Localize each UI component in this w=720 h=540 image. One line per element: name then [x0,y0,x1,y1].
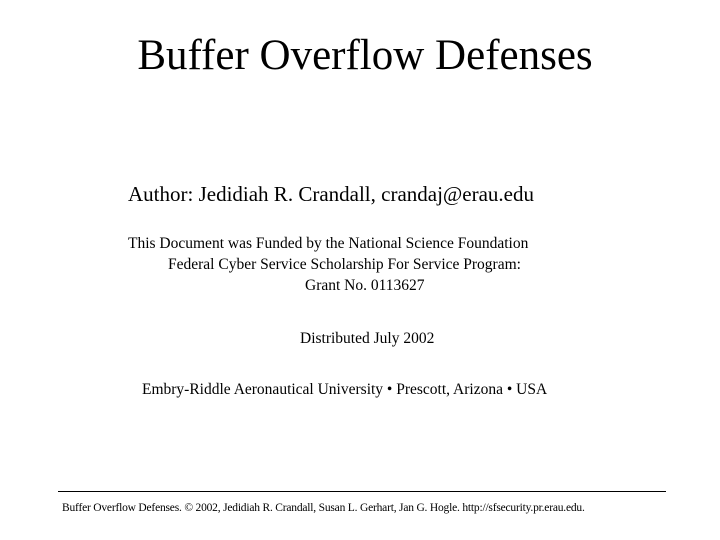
grant-number: Grant No. 0113627 [305,277,425,294]
footer-copyright: Buffer Overflow Defenses. © 2002, Jedidiah R. Crandall, Susan L. Gerhart, Jan G. Hogle. http://sfsecurity.pr.erau.edu. [62,502,585,514]
slide-title: Buffer Overflow Defenses [137,32,593,79]
distribution-date: Distributed July 2002 [300,330,435,347]
author-line: Author: Jedidiah R. Crandall, crandaj@erau.edu [128,182,534,206]
footer-divider [58,491,666,492]
funding-line-1: This Document was Funded by the National Science Foundation [128,235,529,252]
institution-line: Embry-Riddle Aeronautical University • Prescott, Arizona • USA [142,381,548,398]
funding-line-2: Federal Cyber Service Scholarship For Service Program: [168,256,521,273]
